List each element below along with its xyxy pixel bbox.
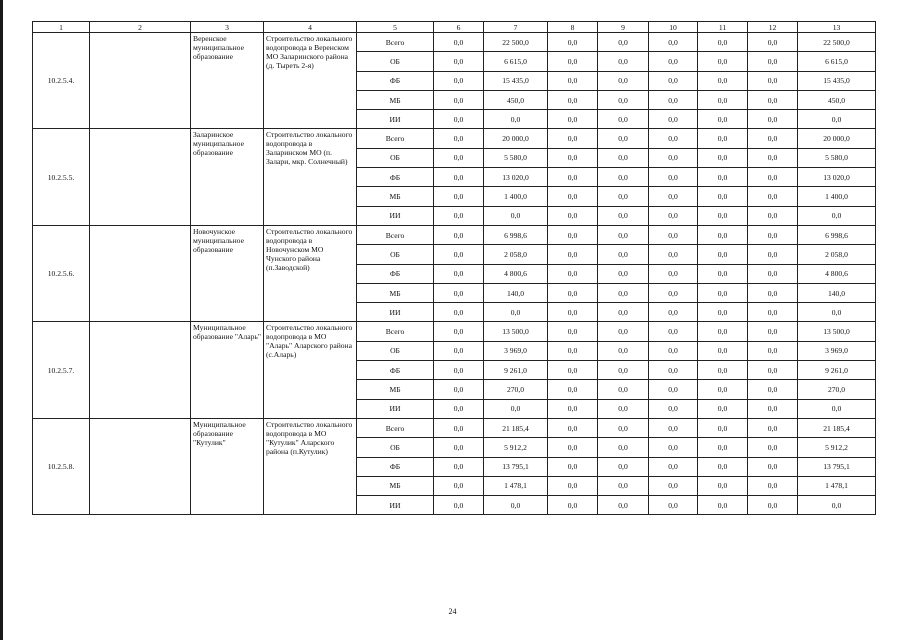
amount-cell: 270,0 bbox=[484, 380, 548, 399]
amount-cell: 0,0 bbox=[598, 52, 649, 71]
amount-cell: 0,0 bbox=[649, 418, 698, 437]
amount-cell: 0,0 bbox=[698, 476, 748, 495]
amount-cell: 1 400,0 bbox=[484, 187, 548, 206]
amount-cell: 0,0 bbox=[748, 71, 798, 90]
funding-source: ФБ bbox=[357, 457, 434, 476]
amount-cell: 0,0 bbox=[598, 361, 649, 380]
amount-cell: 0,0 bbox=[649, 129, 698, 148]
amount-cell: 0,0 bbox=[748, 245, 798, 264]
amount-cell: 6 615,0 bbox=[484, 52, 548, 71]
amount-cell: 0,0 bbox=[434, 418, 484, 437]
amount-cell: 0,0 bbox=[548, 322, 598, 341]
amount-cell: 5 580,0 bbox=[798, 148, 876, 167]
municipality-name: Веренское муниципальное образование bbox=[191, 33, 264, 129]
funding-source: ИИ bbox=[357, 206, 434, 225]
amount-cell: 0,0 bbox=[548, 148, 598, 167]
column-number: 12 bbox=[748, 22, 798, 33]
amount-cell: 0,0 bbox=[548, 264, 598, 283]
amount-cell: 15 435,0 bbox=[798, 71, 876, 90]
amount-cell: 0,0 bbox=[548, 206, 598, 225]
amount-cell: 0,0 bbox=[548, 457, 598, 476]
amount-cell: 0,0 bbox=[434, 90, 484, 109]
amount-cell: 0,0 bbox=[434, 399, 484, 418]
amount-cell: 15 435,0 bbox=[484, 71, 548, 90]
amount-cell: 0,0 bbox=[598, 33, 649, 52]
amount-cell: 0,0 bbox=[748, 361, 798, 380]
amount-cell: 0,0 bbox=[649, 110, 698, 129]
amount-cell: 140,0 bbox=[798, 283, 876, 302]
funding-source: ОБ bbox=[357, 148, 434, 167]
amount-cell: 0,0 bbox=[434, 245, 484, 264]
funding-source: ФБ bbox=[357, 71, 434, 90]
amount-cell: 140,0 bbox=[484, 283, 548, 302]
amount-cell: 0,0 bbox=[798, 399, 876, 418]
amount-cell: 0,0 bbox=[649, 476, 698, 495]
amount-cell: 450,0 bbox=[798, 90, 876, 109]
column-number: 6 bbox=[434, 22, 484, 33]
amount-cell: 0,0 bbox=[598, 283, 649, 302]
amount-cell: 0,0 bbox=[649, 148, 698, 167]
amount-cell: 0,0 bbox=[798, 206, 876, 225]
amount-cell: 0,0 bbox=[649, 322, 698, 341]
funding-source: ОБ bbox=[357, 438, 434, 457]
scan-edge bbox=[0, 0, 3, 640]
amount-cell: 0,0 bbox=[484, 496, 548, 515]
funding-source: Всего bbox=[357, 322, 434, 341]
amount-cell: 0,0 bbox=[649, 380, 698, 399]
amount-cell: 0,0 bbox=[434, 52, 484, 71]
amount-cell: 0,0 bbox=[748, 110, 798, 129]
amount-cell: 0,0 bbox=[748, 206, 798, 225]
amount-cell: 1 478,1 bbox=[484, 476, 548, 495]
project-code: 10.2.5.8. bbox=[33, 418, 90, 514]
amount-cell: 5 912,2 bbox=[484, 438, 548, 457]
amount-cell: 0,0 bbox=[649, 399, 698, 418]
amount-cell: 0,0 bbox=[484, 399, 548, 418]
column-number: 9 bbox=[598, 22, 649, 33]
funding-source: МБ bbox=[357, 283, 434, 302]
amount-cell: 0,0 bbox=[748, 399, 798, 418]
amount-cell: 0,0 bbox=[484, 110, 548, 129]
amount-cell: 0,0 bbox=[698, 71, 748, 90]
amount-cell: 0,0 bbox=[748, 129, 798, 148]
table-row bbox=[33, 129, 876, 148]
amount-cell: 0,0 bbox=[698, 90, 748, 109]
column-number: 5 bbox=[357, 22, 434, 33]
amount-cell: 0,0 bbox=[548, 361, 598, 380]
amount-cell: 0,0 bbox=[548, 245, 598, 264]
amount-cell: 0,0 bbox=[598, 438, 649, 457]
municipality-name: Муниципальное образование "Аларь" bbox=[191, 322, 264, 418]
amount-cell: 0,0 bbox=[548, 110, 598, 129]
amount-cell: 0,0 bbox=[598, 303, 649, 322]
amount-cell: 0,0 bbox=[748, 380, 798, 399]
column-number: 11 bbox=[698, 22, 748, 33]
amount-cell: 0,0 bbox=[748, 496, 798, 515]
amount-cell: 0,0 bbox=[748, 283, 798, 302]
funding-source: ФБ bbox=[357, 264, 434, 283]
amount-cell: 0,0 bbox=[598, 168, 649, 187]
funding-source: ОБ bbox=[357, 341, 434, 360]
amount-cell: 0,0 bbox=[548, 476, 598, 495]
funding-source: ОБ bbox=[357, 245, 434, 264]
amount-cell: 6 998,6 bbox=[798, 225, 876, 244]
amount-cell: 0,0 bbox=[548, 33, 598, 52]
amount-cell: 0,0 bbox=[698, 206, 748, 225]
page-number: 24 bbox=[448, 607, 457, 616]
amount-cell: 22 500,0 bbox=[798, 33, 876, 52]
amount-cell: 0,0 bbox=[698, 457, 748, 476]
amount-cell: 0,0 bbox=[434, 187, 484, 206]
amount-cell: 0,0 bbox=[748, 264, 798, 283]
amount-cell: 0,0 bbox=[698, 322, 748, 341]
municipality-name: Заларинское муниципальное образование bbox=[191, 129, 264, 225]
amount-cell: 0,0 bbox=[748, 457, 798, 476]
amount-cell: 6 615,0 bbox=[798, 52, 876, 71]
activity-description: Строительство локального водопровода в МО "Аларь" Аларского района (с.Аларь) bbox=[264, 322, 357, 418]
amount-cell: 0,0 bbox=[698, 361, 748, 380]
amount-cell: 0,0 bbox=[649, 206, 698, 225]
funding-source: МБ bbox=[357, 90, 434, 109]
amount-cell: 0,0 bbox=[649, 225, 698, 244]
funding-source: МБ bbox=[357, 380, 434, 399]
funding-source: ИИ bbox=[357, 303, 434, 322]
funding-source: Всего bbox=[357, 418, 434, 437]
amount-cell: 5 580,0 bbox=[484, 148, 548, 167]
amount-cell: 0,0 bbox=[649, 168, 698, 187]
amount-cell: 0,0 bbox=[649, 52, 698, 71]
amount-cell: 0,0 bbox=[598, 187, 649, 206]
amount-cell: 0,0 bbox=[434, 457, 484, 476]
amount-cell: 0,0 bbox=[748, 438, 798, 457]
amount-cell: 20 000,0 bbox=[798, 129, 876, 148]
amount-cell: 0,0 bbox=[548, 71, 598, 90]
activity-description: Строительство локального водопровода в Заларинском МО (п. Залари, мкр. Солнечный) bbox=[264, 129, 357, 225]
amount-cell: 0,0 bbox=[748, 225, 798, 244]
amount-cell: 0,0 bbox=[698, 438, 748, 457]
amount-cell: 0,0 bbox=[698, 496, 748, 515]
funding-source: МБ bbox=[357, 187, 434, 206]
project-code: 10.2.5.7. bbox=[33, 322, 90, 418]
document-sheet bbox=[32, 21, 875, 515]
activity-description: Строительство локального водопровода в Веренском МО Заларинского района (д. Тыреть 2-я) bbox=[264, 33, 357, 129]
amount-cell: 0,0 bbox=[698, 148, 748, 167]
amount-cell: 0,0 bbox=[434, 33, 484, 52]
amount-cell: 0,0 bbox=[548, 187, 598, 206]
amount-cell: 4 800,6 bbox=[798, 264, 876, 283]
amount-cell: 13 020,0 bbox=[798, 168, 876, 187]
amount-cell: 0,0 bbox=[698, 110, 748, 129]
amount-cell: 0,0 bbox=[434, 283, 484, 302]
amount-cell: 0,0 bbox=[649, 361, 698, 380]
amount-cell: 0,0 bbox=[598, 264, 649, 283]
column-2-cell bbox=[90, 33, 191, 129]
amount-cell: 0,0 bbox=[548, 168, 598, 187]
amount-cell: 0,0 bbox=[598, 129, 649, 148]
amount-cell: 0,0 bbox=[748, 90, 798, 109]
funding-source: ИИ bbox=[357, 110, 434, 129]
table-row bbox=[33, 322, 876, 341]
amount-cell: 2 058,0 bbox=[484, 245, 548, 264]
amount-cell: 0,0 bbox=[649, 438, 698, 457]
amount-cell: 0,0 bbox=[434, 341, 484, 360]
amount-cell: 0,0 bbox=[698, 52, 748, 71]
funding-source: ФБ bbox=[357, 361, 434, 380]
amount-cell: 0,0 bbox=[434, 264, 484, 283]
amount-cell: 0,0 bbox=[434, 438, 484, 457]
amount-cell: 0,0 bbox=[798, 496, 876, 515]
amount-cell: 0,0 bbox=[434, 206, 484, 225]
project-code: 10.2.5.5. bbox=[33, 129, 90, 225]
amount-cell: 0,0 bbox=[649, 283, 698, 302]
table-row bbox=[33, 225, 876, 244]
funding-source: ФБ bbox=[357, 168, 434, 187]
amount-cell: 0,0 bbox=[434, 476, 484, 495]
amount-cell: 1 400,0 bbox=[798, 187, 876, 206]
amount-cell: 0,0 bbox=[649, 496, 698, 515]
funding-source: Всего bbox=[357, 129, 434, 148]
amount-cell: 0,0 bbox=[748, 33, 798, 52]
amount-cell: 0,0 bbox=[598, 476, 649, 495]
amount-cell: 0,0 bbox=[598, 399, 649, 418]
column-number-row bbox=[33, 22, 876, 33]
amount-cell: 0,0 bbox=[434, 322, 484, 341]
amount-cell: 0,0 bbox=[548, 52, 598, 71]
amount-cell: 0,0 bbox=[598, 457, 649, 476]
amount-cell: 0,0 bbox=[548, 418, 598, 437]
column-number: 7 bbox=[484, 22, 548, 33]
municipality-name: Новочунское муниципальное образование bbox=[191, 225, 264, 321]
project-code: 10.2.5.4. bbox=[33, 33, 90, 129]
amount-cell: 0,0 bbox=[434, 71, 484, 90]
funding-source: ИИ bbox=[357, 399, 434, 418]
amount-cell: 13 500,0 bbox=[798, 322, 876, 341]
amount-cell: 0,0 bbox=[698, 225, 748, 244]
amount-cell: 0,0 bbox=[698, 283, 748, 302]
table-row bbox=[33, 33, 876, 52]
funding-source: Всего bbox=[357, 33, 434, 52]
amount-cell: 0,0 bbox=[748, 187, 798, 206]
amount-cell: 0,0 bbox=[598, 90, 649, 109]
amount-cell: 0,0 bbox=[434, 129, 484, 148]
amount-cell: 450,0 bbox=[484, 90, 548, 109]
amount-cell: 0,0 bbox=[698, 245, 748, 264]
column-number: 1 bbox=[33, 22, 90, 33]
amount-cell: 0,0 bbox=[798, 303, 876, 322]
amount-cell: 22 500,0 bbox=[484, 33, 548, 52]
amount-cell: 5 912,2 bbox=[798, 438, 876, 457]
amount-cell: 0,0 bbox=[598, 245, 649, 264]
amount-cell: 13 500,0 bbox=[484, 322, 548, 341]
column-number: 10 bbox=[649, 22, 698, 33]
activity-description: Строительство локального водопровода в Новочунском МО Чунского района (п.Заводской) bbox=[264, 225, 357, 321]
amount-cell: 0,0 bbox=[748, 168, 798, 187]
amount-cell: 0,0 bbox=[698, 168, 748, 187]
amount-cell: 0,0 bbox=[548, 380, 598, 399]
amount-cell: 0,0 bbox=[649, 341, 698, 360]
amount-cell: 0,0 bbox=[698, 341, 748, 360]
amount-cell: 0,0 bbox=[748, 341, 798, 360]
amount-cell: 0,0 bbox=[649, 33, 698, 52]
amount-cell: 13 795,1 bbox=[484, 457, 548, 476]
amount-cell: 13 795,1 bbox=[798, 457, 876, 476]
amount-cell: 0,0 bbox=[598, 225, 649, 244]
amount-cell: 0,0 bbox=[484, 303, 548, 322]
funding-source: МБ bbox=[357, 476, 434, 495]
amount-cell: 0,0 bbox=[748, 476, 798, 495]
amount-cell: 0,0 bbox=[598, 418, 649, 437]
amount-cell: 0,0 bbox=[548, 399, 598, 418]
column-number: 13 bbox=[798, 22, 876, 33]
amount-cell: 0,0 bbox=[698, 418, 748, 437]
amount-cell: 0,0 bbox=[748, 322, 798, 341]
amount-cell: 0,0 bbox=[649, 245, 698, 264]
amount-cell: 0,0 bbox=[748, 148, 798, 167]
funding-source: ИИ bbox=[357, 496, 434, 515]
amount-cell: 6 998,6 bbox=[484, 225, 548, 244]
amount-cell: 0,0 bbox=[598, 380, 649, 399]
amount-cell: 0,0 bbox=[548, 496, 598, 515]
amount-cell: 0,0 bbox=[598, 206, 649, 225]
amount-cell: 0,0 bbox=[434, 148, 484, 167]
amount-cell: 0,0 bbox=[548, 129, 598, 148]
amount-cell: 0,0 bbox=[598, 322, 649, 341]
amount-cell: 0,0 bbox=[434, 380, 484, 399]
amount-cell: 0,0 bbox=[698, 303, 748, 322]
column-number: 8 bbox=[548, 22, 598, 33]
amount-cell: 3 969,0 bbox=[484, 341, 548, 360]
budget-table bbox=[32, 21, 876, 515]
amount-cell: 0,0 bbox=[598, 110, 649, 129]
amount-cell: 4 800,6 bbox=[484, 264, 548, 283]
amount-cell: 0,0 bbox=[698, 187, 748, 206]
amount-cell: 0,0 bbox=[434, 303, 484, 322]
amount-cell: 3 969,0 bbox=[798, 341, 876, 360]
amount-cell: 0,0 bbox=[434, 496, 484, 515]
amount-cell: 0,0 bbox=[548, 90, 598, 109]
funding-source: Всего bbox=[357, 225, 434, 244]
project-code: 10.2.5.6. bbox=[33, 225, 90, 321]
amount-cell: 0,0 bbox=[548, 303, 598, 322]
amount-cell: 0,0 bbox=[748, 303, 798, 322]
amount-cell: 0,0 bbox=[748, 52, 798, 71]
amount-cell: 0,0 bbox=[698, 33, 748, 52]
amount-cell: 0,0 bbox=[484, 206, 548, 225]
column-2-cell bbox=[90, 322, 191, 418]
amount-cell: 0,0 bbox=[798, 110, 876, 129]
amount-cell: 0,0 bbox=[548, 225, 598, 244]
amount-cell: 270,0 bbox=[798, 380, 876, 399]
column-number: 2 bbox=[90, 22, 191, 33]
amount-cell: 0,0 bbox=[598, 496, 649, 515]
amount-cell: 0,0 bbox=[434, 225, 484, 244]
amount-cell: 0,0 bbox=[548, 341, 598, 360]
amount-cell: 0,0 bbox=[434, 361, 484, 380]
amount-cell: 20 000,0 bbox=[484, 129, 548, 148]
amount-cell: 0,0 bbox=[649, 303, 698, 322]
municipality-name: Муниципальное образование "Кутулик" bbox=[191, 418, 264, 514]
amount-cell: 0,0 bbox=[649, 187, 698, 206]
column-2-cell bbox=[90, 418, 191, 514]
amount-cell: 0,0 bbox=[649, 71, 698, 90]
amount-cell: 0,0 bbox=[598, 71, 649, 90]
amount-cell: 21 185,4 bbox=[798, 418, 876, 437]
amount-cell: 0,0 bbox=[698, 129, 748, 148]
amount-cell: 0,0 bbox=[548, 283, 598, 302]
amount-cell: 0,0 bbox=[598, 148, 649, 167]
column-number: 4 bbox=[264, 22, 357, 33]
amount-cell: 0,0 bbox=[548, 438, 598, 457]
activity-description: Строительство локального водопровода в МО "Кутулик" Аларского района (п.Кутулик) bbox=[264, 418, 357, 514]
amount-cell: 0,0 bbox=[649, 264, 698, 283]
amount-cell: 0,0 bbox=[598, 341, 649, 360]
column-2-cell bbox=[90, 225, 191, 321]
amount-cell: 0,0 bbox=[698, 264, 748, 283]
amount-cell: 0,0 bbox=[698, 380, 748, 399]
amount-cell: 2 058,0 bbox=[798, 245, 876, 264]
amount-cell: 1 478,1 bbox=[798, 476, 876, 495]
column-number: 3 bbox=[191, 22, 264, 33]
amount-cell: 0,0 bbox=[649, 90, 698, 109]
amount-cell: 9 261,0 bbox=[484, 361, 548, 380]
column-2-cell bbox=[90, 129, 191, 225]
amount-cell: 13 020,0 bbox=[484, 168, 548, 187]
table-row bbox=[33, 418, 876, 437]
amount-cell: 0,0 bbox=[434, 110, 484, 129]
amount-cell: 9 261,0 bbox=[798, 361, 876, 380]
amount-cell: 0,0 bbox=[434, 168, 484, 187]
amount-cell: 0,0 bbox=[649, 457, 698, 476]
amount-cell: 21 185,4 bbox=[484, 418, 548, 437]
amount-cell: 0,0 bbox=[748, 418, 798, 437]
amount-cell: 0,0 bbox=[698, 399, 748, 418]
funding-source: ОБ bbox=[357, 52, 434, 71]
